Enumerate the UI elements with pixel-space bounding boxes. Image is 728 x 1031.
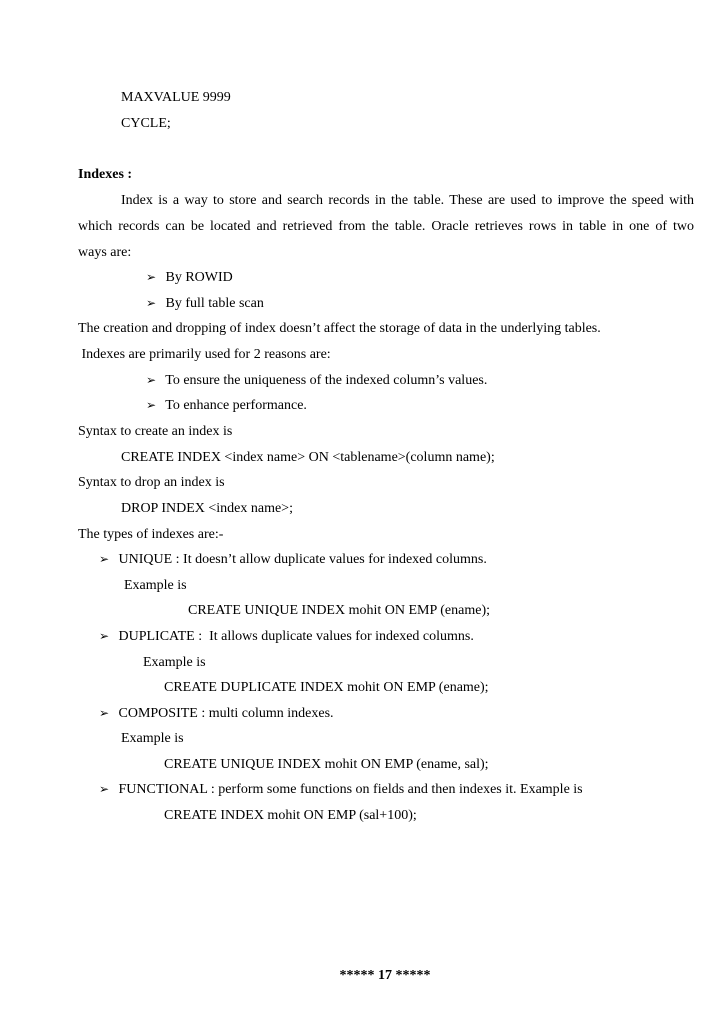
list-item-label: By ROWID — [165, 270, 233, 285]
list-item — [146, 271, 233, 285]
list-item — [99, 783, 583, 797]
syntax-create-label: Syntax to create an index is — [78, 424, 233, 439]
list-item — [99, 630, 474, 644]
arrow-bullet-icon: ➢ — [99, 706, 110, 720]
list-item — [99, 553, 487, 567]
arrow-bullet-icon: ➢ — [99, 782, 110, 796]
list-item — [99, 707, 334, 721]
list-item-label: By full table scan — [165, 296, 264, 311]
example-code: CREATE DUPLICATE INDEX mohit ON EMP (ename); — [164, 680, 489, 695]
syntax-drop-code: DROP INDEX <index name>; — [121, 501, 293, 516]
index-type-description: FUNCTIONAL : perform some functions on fields and then indexes it. Example is — [118, 782, 583, 797]
reasons-intro: Indexes are primarily used for 2 reasons are: — [78, 347, 331, 362]
example-label: Example is — [124, 578, 187, 593]
list-item — [146, 297, 264, 311]
arrow-bullet-icon: ➢ — [146, 270, 157, 284]
syntax-drop-label: Syntax to drop an index is — [78, 475, 225, 490]
list-item — [146, 374, 487, 388]
arrow-bullet-icon: ➢ — [146, 296, 157, 310]
example-code: CREATE UNIQUE INDEX mohit ON EMP (ename, sal); — [164, 757, 489, 772]
syntax-create-code: CREATE INDEX <index name> ON <tablename>(column name); — [121, 450, 495, 465]
sequence-maxvalue-line: MAXVALUE 9999 — [121, 90, 231, 105]
creation-note: The creation and dropping of index doesn’t affect the storage of data in the underlying tables. — [78, 321, 601, 336]
list-item-label: To enhance performance. — [165, 398, 307, 413]
index-type-description: UNIQUE : It doesn’t allow duplicate values for indexed columns. — [118, 552, 487, 567]
types-intro: The types of indexes are:- — [78, 527, 224, 542]
arrow-bullet-icon: ➢ — [99, 552, 110, 566]
example-label: Example is — [121, 731, 184, 746]
sequence-cycle-line: CYCLE; — [121, 116, 171, 131]
intro-paragraph-line-1: Index is a way to store and search records in the table. These are used to improve the speed with — [121, 193, 694, 208]
example-code: CREATE UNIQUE INDEX mohit ON EMP (ename); — [188, 603, 490, 618]
example-code: CREATE INDEX mohit ON EMP (sal+100); — [164, 808, 417, 823]
index-type-description: COMPOSITE : multi column indexes. — [118, 706, 334, 721]
arrow-bullet-icon: ➢ — [146, 398, 157, 412]
index-type-description: DUPLICATE : It allows duplicate values for indexed columns. — [118, 629, 474, 644]
list-item-label: To ensure the uniqueness of the indexed column’s values. — [165, 373, 488, 388]
example-label: Example is — [143, 655, 206, 670]
intro-paragraph-line-2: which records can be located and retrieved from the table. Oracle retrieves rows in table in one of two — [78, 219, 694, 234]
indexes-heading: Indexes : — [78, 167, 133, 182]
intro-paragraph-line-3: ways are: — [78, 245, 132, 260]
list-item — [146, 399, 307, 413]
arrow-bullet-icon: ➢ — [146, 373, 157, 387]
arrow-bullet-icon: ➢ — [99, 629, 110, 643]
page-number-footer: ***** 17 ***** — [339, 968, 431, 983]
